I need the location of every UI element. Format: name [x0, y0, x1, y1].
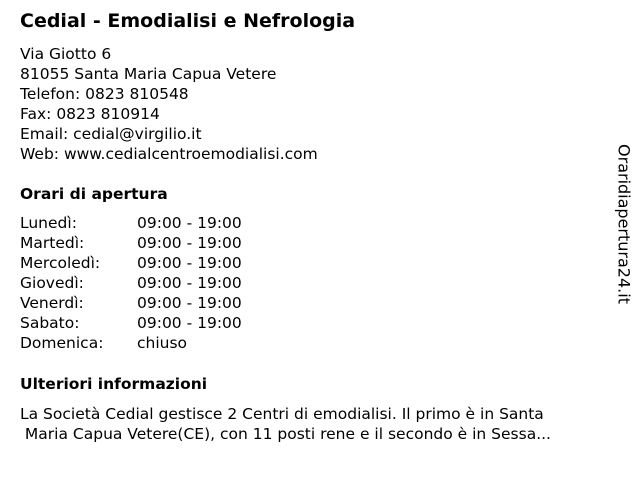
opening-hours-heading: Orari di apertura — [20, 185, 168, 203]
day-label: Martedì: — [20, 234, 85, 252]
more-info-text — [20, 404, 630, 444]
hours-row-wednesday — [20, 253, 320, 273]
day-hours: chiuso — [137, 334, 188, 352]
day-label: Domenica: — [20, 334, 104, 352]
website-address: Web: www.cedialcentroemodialisi.com — [20, 145, 318, 163]
hours-row-saturday — [20, 313, 320, 333]
day-label: Venerdì: — [20, 294, 84, 312]
opening-hours-table — [20, 213, 320, 353]
more-info-heading: Ulteriori informazioni — [20, 375, 208, 393]
hours-row-monday — [20, 213, 320, 233]
more-info-line: La Società Cedial gestisce 2 Centri di emodialisi. Il primo è in Santa — [20, 405, 544, 423]
email-address: Email: cedial@virgilio.it — [20, 125, 202, 143]
day-hours: 09:00 - 19:00 — [137, 294, 242, 312]
contact-block — [20, 44, 318, 164]
hours-row-thursday — [20, 273, 320, 293]
address-street: Via Giotto 6 — [20, 45, 112, 63]
hours-row-friday — [20, 293, 320, 313]
more-info-line: Maria Capua Vetere(CE), con 11 posti rene e il secondo è in Sessa... — [20, 425, 551, 443]
hours-row-tuesday — [20, 233, 320, 253]
day-hours: 09:00 - 19:00 — [137, 254, 242, 272]
day-hours: 09:00 - 19:00 — [137, 234, 242, 252]
day-label: Sabato: — [20, 314, 80, 332]
day-label: Lunedì: — [20, 214, 77, 232]
site-watermark: Oraridiapertura24.it — [614, 144, 634, 304]
business-title: Cedial - Emodialisi e Nefrologia — [20, 10, 356, 32]
hours-row-sunday — [20, 333, 320, 353]
day-hours: 09:00 - 19:00 — [137, 214, 242, 232]
address-city: 81055 Santa Maria Capua Vetere — [20, 65, 277, 83]
phone-number: Telefon: 0823 810548 — [20, 85, 189, 103]
day-hours: 09:00 - 19:00 — [137, 314, 242, 332]
day-label: Mercoledì: — [20, 254, 101, 272]
fax-number: Fax: 0823 810914 — [20, 105, 160, 123]
day-hours: 09:00 - 19:00 — [137, 274, 242, 292]
day-label: Giovedì: — [20, 274, 84, 292]
